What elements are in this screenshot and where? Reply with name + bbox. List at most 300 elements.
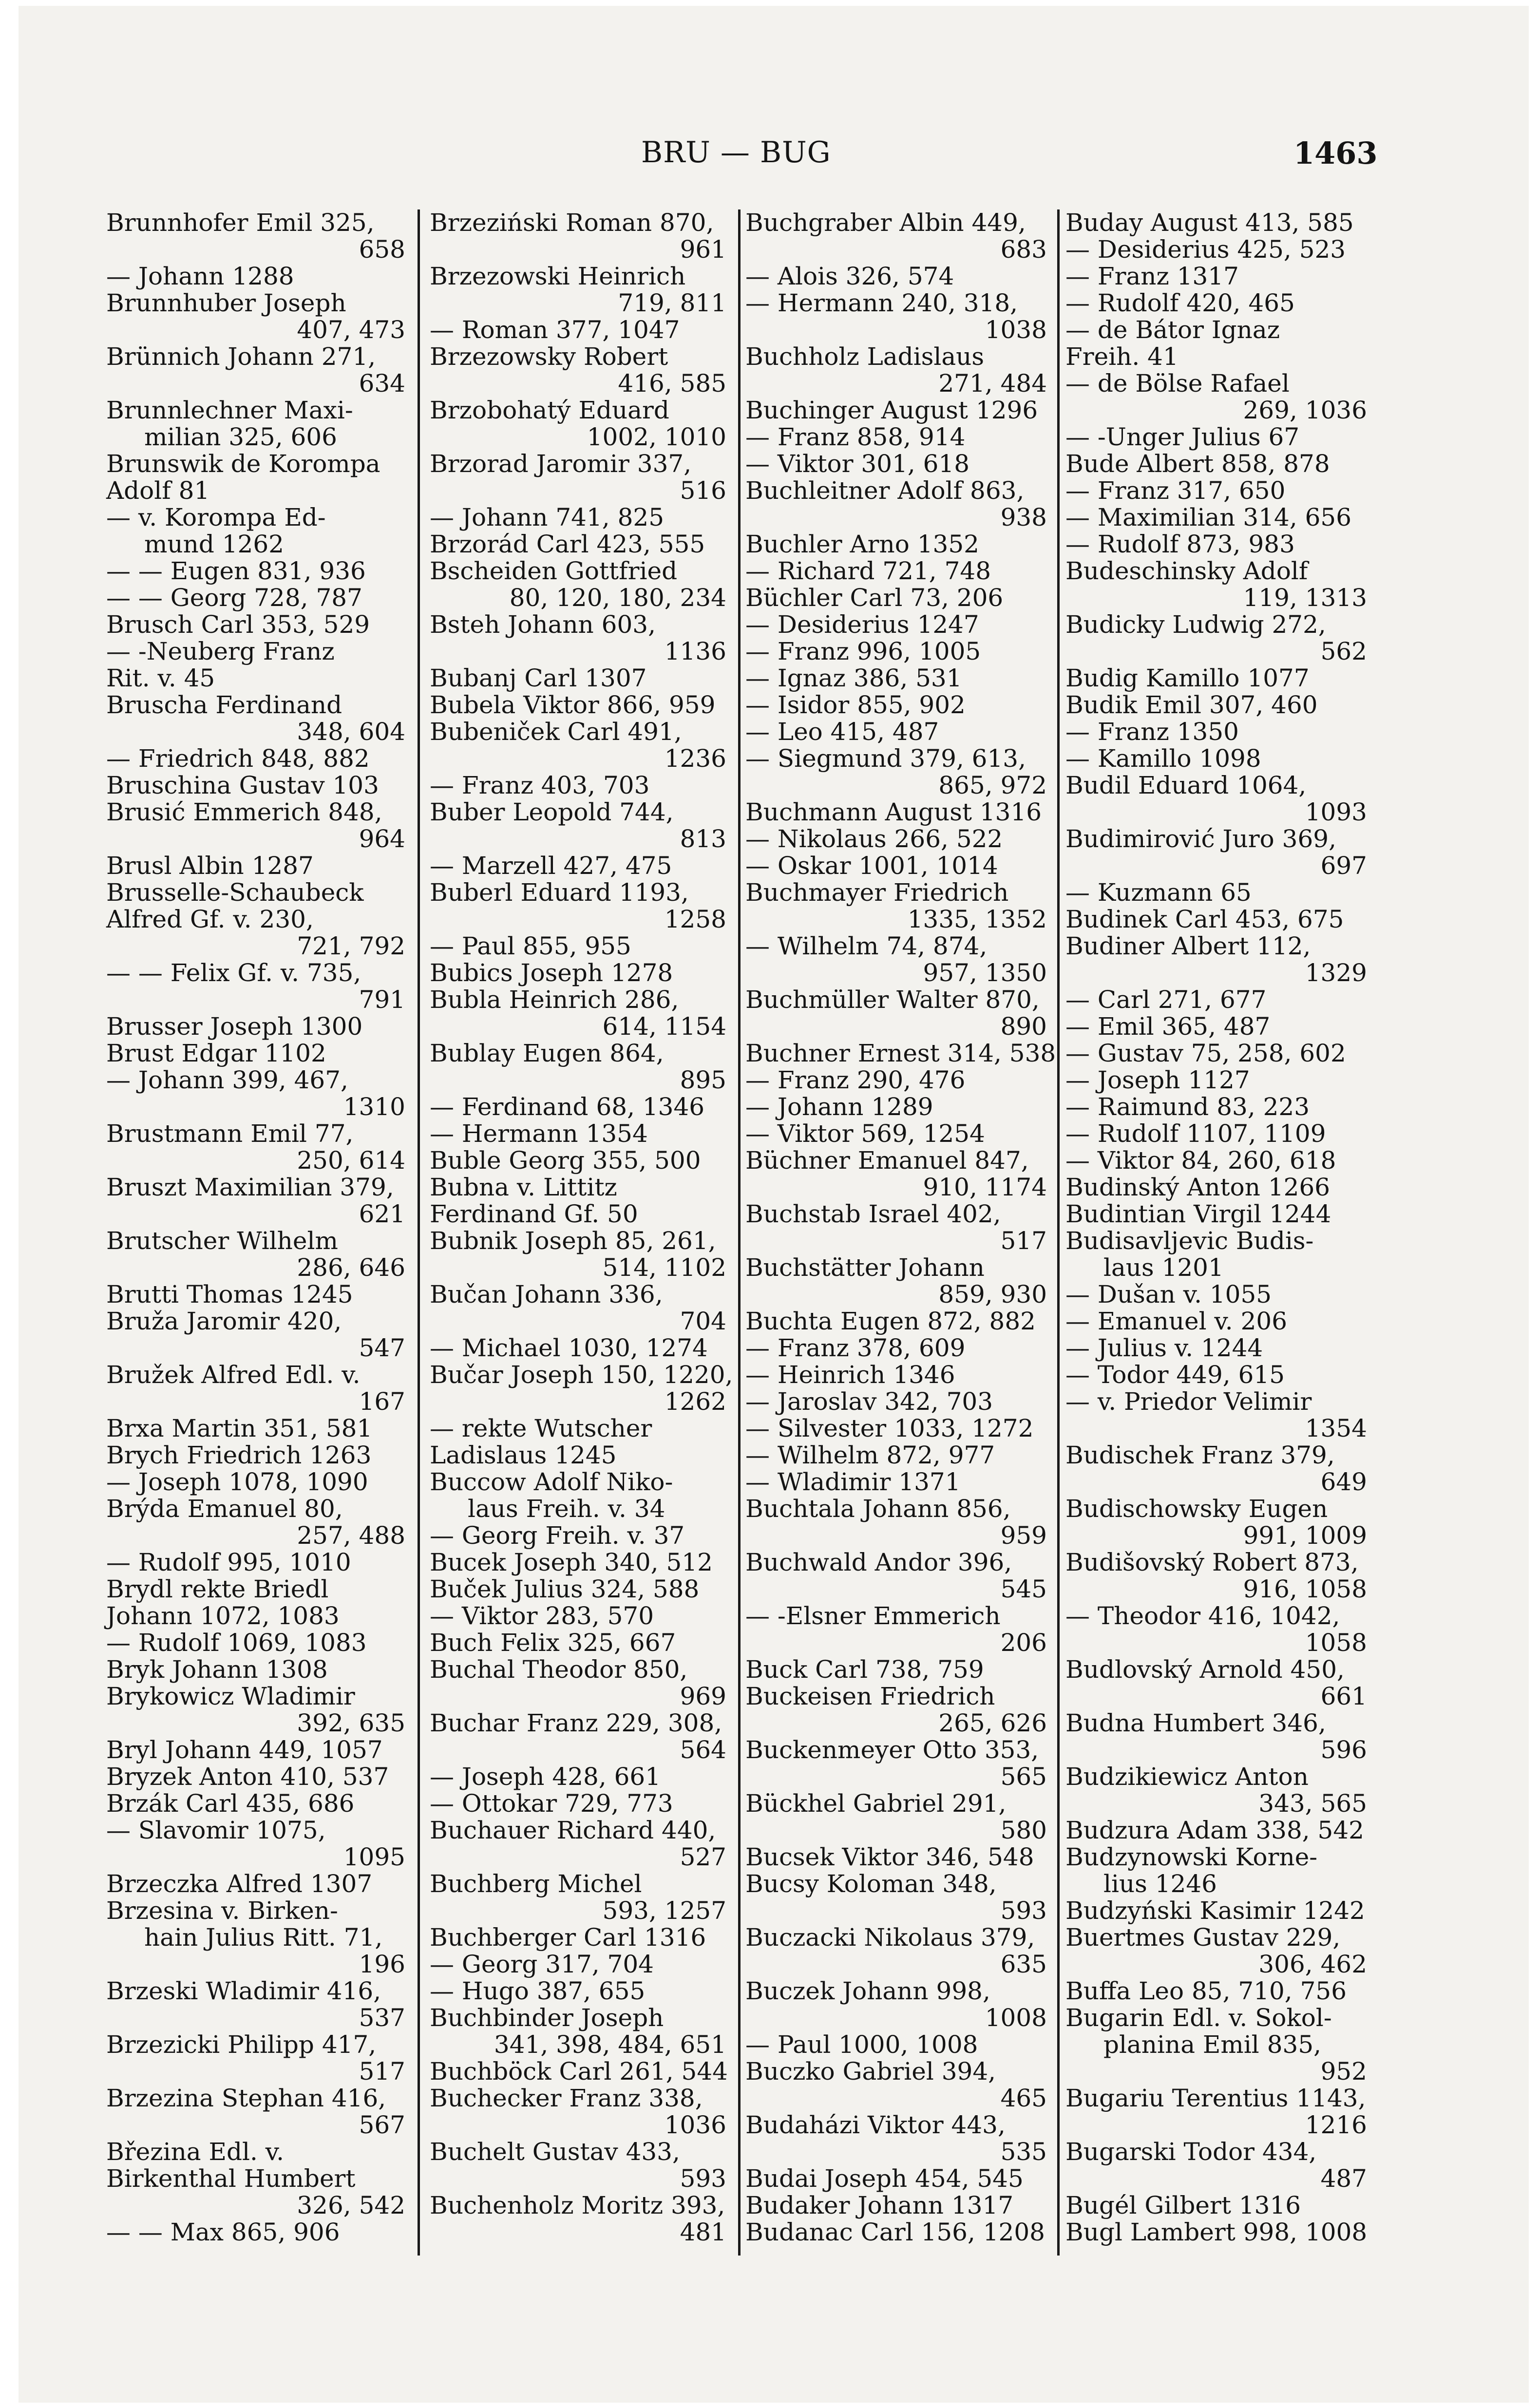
index-line: Buczko Gabriel 394, xyxy=(745,2057,996,2086)
index-line: Buertmes Gustav 229, xyxy=(1065,1923,1341,1952)
index-line: Bugariu Terentius 1143, xyxy=(1065,2084,1366,2112)
index-line: 514, 1102 xyxy=(602,1253,726,1282)
index-line: Bucsy Koloman 348, xyxy=(745,1870,997,1898)
index-line: Budna Humbert 346, xyxy=(1065,1709,1326,1737)
index-line: — Franz 403, 703 xyxy=(430,771,650,799)
index-line: 1310 xyxy=(343,1093,405,1121)
index-line: — Ignaz 386, 531 xyxy=(745,664,962,692)
index-line: — Hugo 387, 655 xyxy=(430,1977,646,2005)
index-line: — Emil 365, 487 xyxy=(1065,1012,1271,1041)
index-line: — Carl 271, 677 xyxy=(1065,986,1267,1014)
index-line: 635 xyxy=(1000,1950,1047,1978)
index-line: Brunnhuber Joseph xyxy=(106,289,346,317)
index-line: Bückhel Gabriel 291, xyxy=(745,1789,1007,1818)
index-line: — Wilhelm 872, 977 xyxy=(745,1441,995,1469)
index-line: — Michael 1030, 1274 xyxy=(430,1334,708,1362)
index-line: Brunswik de Korompa xyxy=(106,450,380,478)
index-line: — — Eugen 831, 936 xyxy=(106,557,366,585)
index-line: Budischowsky Eugen xyxy=(1065,1495,1328,1523)
index-line: Bryzek Anton 410, 537 xyxy=(106,1763,389,1791)
index-line: — Silvester 1033, 1272 xyxy=(745,1414,1034,1442)
index-line: Buchmann August 1316 xyxy=(745,798,1042,826)
index-line: — Franz 1317 xyxy=(1065,262,1239,290)
index-line: 348, 604 xyxy=(297,718,405,746)
index-line: 286, 646 xyxy=(297,1253,405,1282)
index-line: Brust Edgar 1102 xyxy=(106,1039,326,1067)
index-line: Budišovský Robert 873, xyxy=(1065,1548,1359,1576)
index-line: — Heinrich 1346 xyxy=(745,1361,955,1389)
index-line: — Gustav 75, 258, 602 xyxy=(1065,1039,1346,1067)
index-line: — Franz 858, 914 xyxy=(745,423,966,451)
index-line: Buberl Eduard 1193, xyxy=(430,878,689,907)
index-line: 565 xyxy=(1000,1763,1047,1791)
index-column-3 xyxy=(745,209,1056,2270)
index-line: 621 xyxy=(359,1200,405,1228)
index-line: 206 xyxy=(1000,1629,1047,1657)
index-line: Brzorad Jaromir 337, xyxy=(430,450,692,478)
index-line: 964 xyxy=(359,825,405,853)
index-line: Buczacki Nikolaus 379, xyxy=(745,1923,1035,1952)
index-line: Ferdinand Gf. 50 xyxy=(430,1200,638,1228)
index-line: Buble Georg 355, 500 xyxy=(430,1146,701,1175)
index-line: 516 xyxy=(680,476,726,505)
index-line: Brzobohatý Eduard xyxy=(430,396,669,424)
index-line: Buck Carl 738, 759 xyxy=(745,1655,984,1684)
index-line: 916, 1058 xyxy=(1243,1575,1367,1603)
index-line: 567 xyxy=(359,2111,405,2139)
index-line: Buček Julius 324, 588 xyxy=(430,1575,700,1603)
index-line: 250, 614 xyxy=(297,1146,405,1175)
index-line: 271, 484 xyxy=(938,369,1047,398)
index-line: 721, 792 xyxy=(297,932,405,960)
index-line: — v. Korompa Ed- xyxy=(106,503,326,531)
index-line: — — Max 865, 906 xyxy=(106,2218,340,2246)
column-rule xyxy=(418,209,420,2256)
index-line: — Ottokar 729, 773 xyxy=(430,1789,673,1818)
index-line: Budimirović Juro 369, xyxy=(1065,825,1336,853)
index-line: Buber Leopold 744, xyxy=(430,798,674,826)
index-line: 407, 473 xyxy=(297,316,405,344)
index-line: 167 xyxy=(359,1387,405,1416)
index-line: Budinský Anton 1266 xyxy=(1065,1173,1330,1201)
index-line: Büchner Emanuel 847, xyxy=(745,1146,1029,1175)
index-line: Bugarski Todor 434, xyxy=(1065,2138,1317,2166)
index-line: Buchleitner Adolf 863, xyxy=(745,476,1025,505)
index-line: — Desiderius 1247 xyxy=(745,610,979,639)
index-line: 865, 972 xyxy=(938,771,1047,799)
index-line: 1038 xyxy=(985,316,1047,344)
index-line: Budicky Ludwig 272, xyxy=(1065,610,1326,639)
index-line: Brustmann Emil 77, xyxy=(106,1119,354,1148)
index-line: Freih. 41 xyxy=(1065,342,1178,371)
index-line: Buday August 413, 585 xyxy=(1065,209,1354,237)
index-line: Budanac Carl 156, 1208 xyxy=(745,2218,1045,2246)
index-line: Buchtala Johann 856, xyxy=(745,1495,1011,1523)
index-line: 957, 1350 xyxy=(923,959,1047,987)
index-line: 683 xyxy=(1000,235,1047,264)
index-line: Brutti Thomas 1245 xyxy=(106,1280,353,1308)
index-line: — Emanuel v. 206 xyxy=(1065,1307,1288,1335)
index-line: 658 xyxy=(359,235,405,264)
index-line: — Franz 378, 609 xyxy=(745,1334,966,1362)
index-line: 895 xyxy=(680,1066,726,1094)
index-line: Budintian Virgil 1244 xyxy=(1065,1200,1331,1228)
index-line: Buchbinder Joseph xyxy=(430,2004,664,2032)
index-line: — Nikolaus 266, 522 xyxy=(745,825,1003,853)
index-line: Brzezowsky Robert xyxy=(430,342,668,371)
index-line: Bugl Lambert 998, 1008 xyxy=(1065,2218,1368,2246)
index-line: 545 xyxy=(1000,1575,1047,1603)
index-line: Budisavljevic Budis- xyxy=(1065,1227,1314,1255)
index-line: 1093 xyxy=(1305,798,1367,826)
index-line: laus Freih. v. 34 xyxy=(468,1495,665,1523)
index-line: — Georg Freih. v. 37 xyxy=(430,1521,685,1550)
index-line: Buchner Ernest 314, 538 xyxy=(745,1039,1056,1067)
index-line: — Ferdinand 68, 1346 xyxy=(430,1093,705,1121)
index-line: Bscheiden Gottfried xyxy=(430,557,678,585)
index-line: Buchgraber Albin 449, xyxy=(745,209,1026,237)
index-line: Brünnich Johann 271, xyxy=(106,342,376,371)
index-line: Bruszt Maximilian 379, xyxy=(106,1173,394,1201)
index-line: 517 xyxy=(359,2057,405,2086)
index-line: 1262 xyxy=(664,1387,726,1416)
index-line: Březina Edl. v. xyxy=(106,2138,284,2166)
index-line: 593 xyxy=(1000,1896,1047,1925)
index-line: — Rudolf 1069, 1083 xyxy=(106,1629,367,1657)
index-line: Buchauer Richard 440, xyxy=(430,1816,716,1844)
page-number: 1463 xyxy=(1293,135,1378,171)
index-line: 481 xyxy=(680,2218,726,2246)
index-line: Bugarin Edl. v. Sokol- xyxy=(1065,2004,1332,2032)
index-line: — Georg 317, 704 xyxy=(430,1950,654,1978)
index-line: 593 xyxy=(680,2164,726,2193)
index-line: mund 1262 xyxy=(144,530,284,558)
index-line: Ladislaus 1245 xyxy=(430,1441,617,1469)
index-line: — Kamillo 1098 xyxy=(1065,744,1261,773)
index-line: 341, 398, 484, 651 xyxy=(494,2030,726,2059)
index-line: — Rudolf 995, 1010 xyxy=(106,1548,351,1576)
index-column-2 xyxy=(430,209,733,2270)
index-line: — Joseph 428, 661 xyxy=(430,1763,661,1791)
index-line: Brzák Carl 435, 686 xyxy=(106,1789,355,1818)
index-line: Brusser Joseph 1300 xyxy=(106,1012,363,1041)
index-line: Buchstab Israel 402, xyxy=(745,1200,1001,1228)
index-line: milian 325, 606 xyxy=(144,423,337,451)
index-line: 1335, 1352 xyxy=(907,905,1047,933)
index-line: Brxa Martin 351, 581 xyxy=(106,1414,373,1442)
index-line: 119, 1313 xyxy=(1243,584,1367,612)
index-line: Budaker Johann 1317 xyxy=(745,2191,1014,2219)
index-line: Brykowicz Wladimir xyxy=(106,1682,355,1710)
index-line: 306, 462 xyxy=(1258,1950,1367,1978)
index-line: Budiner Albert 112, xyxy=(1065,932,1311,960)
index-column-4 xyxy=(1065,209,1370,2270)
index-line: 416, 585 xyxy=(618,369,726,398)
index-line: hain Julius Ritt. 71, xyxy=(144,1923,383,1952)
index-line: 326, 542 xyxy=(297,2191,405,2219)
index-line: 614, 1154 xyxy=(602,1012,726,1041)
index-line: Bubeniček Carl 491, xyxy=(430,718,682,746)
index-line: Brusić Emmerich 848, xyxy=(106,798,382,826)
index-line: Bubela Viktor 866, 959 xyxy=(430,691,716,719)
index-line: — de Bölse Rafael xyxy=(1065,369,1290,398)
index-line: Bublay Eugen 864, xyxy=(430,1039,664,1067)
index-line: Buchstätter Johann xyxy=(745,1253,985,1282)
index-line: — Franz 317, 650 xyxy=(1065,476,1286,505)
index-line: — Jaroslav 342, 703 xyxy=(745,1387,993,1416)
index-line: — — Felix Gf. v. 735, xyxy=(106,959,361,987)
index-line: planina Emil 835, xyxy=(1103,2030,1322,2059)
index-line: Bucek Joseph 340, 512 xyxy=(430,1548,713,1576)
index-line: Budischek Franz 379, xyxy=(1065,1441,1335,1469)
index-line: Bruschina Gustav 103 xyxy=(106,771,379,799)
running-head: BRU — BUG xyxy=(641,135,831,170)
index-line: 1058 xyxy=(1305,1629,1367,1657)
index-line: Bryk Johann 1308 xyxy=(106,1655,328,1684)
index-line: — Johann 399, 467, xyxy=(106,1066,348,1094)
index-line: — Desiderius 425, 523 xyxy=(1065,235,1346,264)
index-line: 517 xyxy=(1000,1227,1047,1255)
index-line: — Johann 1289 xyxy=(745,1093,933,1121)
index-line: Brzeski Wladimir 416, xyxy=(106,1977,381,2005)
index-line: 813 xyxy=(680,825,726,853)
index-line: — -Neuberg Franz xyxy=(106,637,335,665)
index-line: Brunnhofer Emil 325, xyxy=(106,209,375,237)
index-line: — Johann 741, 825 xyxy=(430,503,665,531)
index-line: 1008 xyxy=(985,2004,1047,2032)
index-line: Budai Joseph 454, 545 xyxy=(745,2164,1024,2193)
index-line: Buchelt Gustav 433, xyxy=(430,2138,680,2166)
index-line: Buchmayer Friedrich xyxy=(745,878,1009,907)
index-line: 959 xyxy=(1000,1521,1047,1550)
index-line: 580 xyxy=(1000,1816,1047,1844)
index-line: — Alois 326, 574 xyxy=(745,262,954,290)
index-line: — v. Priedor Velimir xyxy=(1065,1387,1312,1416)
index-line: Bubla Heinrich 286, xyxy=(430,986,679,1014)
index-line: — de Bátor Ignaz xyxy=(1065,316,1280,344)
index-line: Bubics Joseph 1278 xyxy=(430,959,673,987)
index-line: 1095 xyxy=(343,1843,405,1871)
column-rule xyxy=(738,209,741,2256)
index-line: — Johann 1288 xyxy=(106,262,294,290)
index-line: Budzura Adam 338, 542 xyxy=(1065,1816,1364,1844)
index-line: 649 xyxy=(1320,1468,1367,1496)
index-line: 392, 635 xyxy=(297,1709,405,1737)
index-line: 1354 xyxy=(1305,1414,1367,1442)
index-line: Bude Albert 858, 878 xyxy=(1065,450,1330,478)
index-line: 961 xyxy=(680,235,726,264)
index-line: 562 xyxy=(1320,637,1367,665)
index-line: Brusselle-Schaubeck xyxy=(106,878,364,907)
index-line: Budeschinsky Adolf xyxy=(1065,557,1308,585)
index-line: 1002, 1010 xyxy=(587,423,726,451)
index-line: Buffa Leo 85, 710, 756 xyxy=(1065,1977,1347,2005)
index-line: Buchenholz Moritz 393, xyxy=(430,2191,725,2219)
index-line: Brutscher Wilhelm xyxy=(106,1227,338,1255)
index-line: — Hermann 240, 318, xyxy=(745,289,1018,317)
index-line: Buchler Arno 1352 xyxy=(745,530,979,558)
column-rule xyxy=(1057,209,1060,2256)
index-line: — Paul 1000, 1008 xyxy=(745,2030,978,2059)
index-line: 1216 xyxy=(1305,2111,1367,2139)
index-line: Bružek Alfred Edl. v. xyxy=(106,1361,361,1389)
index-line: — Richard 721, 748 xyxy=(745,557,991,585)
index-line: 547 xyxy=(359,1334,405,1362)
index-line: Bsteh Johann 603, xyxy=(430,610,656,639)
index-line: — -Elsner Emmerich xyxy=(745,1602,1001,1630)
index-line: — Joseph 1127 xyxy=(1065,1066,1250,1094)
index-line: Buchberger Carl 1316 xyxy=(430,1923,706,1952)
index-line: — Friedrich 848, 882 xyxy=(106,744,370,773)
index-line: 969 xyxy=(680,1682,726,1710)
index-line: Budaházi Viktor 443, xyxy=(745,2111,1006,2139)
index-line: Buchar Franz 229, 308, xyxy=(430,1709,722,1737)
index-line: Büchler Carl 73, 206 xyxy=(745,584,1004,612)
index-line: — Viktor 84, 260, 618 xyxy=(1065,1146,1336,1175)
index-line: 1136 xyxy=(664,637,726,665)
index-line: Brzesina v. Birken- xyxy=(106,1896,338,1925)
index-line: Brzeczka Alfred 1307 xyxy=(106,1870,373,1898)
index-line: Bubanj Carl 1307 xyxy=(430,664,647,692)
index-line: Budil Eduard 1064, xyxy=(1065,771,1307,799)
index-line: — Joseph 1078, 1090 xyxy=(106,1468,368,1496)
index-line: — -Unger Julius 67 xyxy=(1065,423,1300,451)
index-line: — Marzell 427, 475 xyxy=(430,852,672,880)
index-line: 890 xyxy=(1000,1012,1047,1041)
index-line: 1236 xyxy=(664,744,726,773)
index-line: 791 xyxy=(359,986,405,1014)
index-line: — Kuzmann 65 xyxy=(1065,878,1252,907)
index-line: 593, 1257 xyxy=(602,1896,726,1925)
index-line: Brusch Carl 353, 529 xyxy=(106,610,370,639)
index-line: Alfred Gf. v. 230, xyxy=(106,905,314,933)
index-line: Brzezicki Philipp 417, xyxy=(106,2030,377,2059)
index-line: — Viktor 301, 618 xyxy=(745,450,970,478)
index-line: — Franz 996, 1005 xyxy=(745,637,981,665)
index-line: Bubnik Joseph 85, 261, xyxy=(430,1227,716,1255)
index-column-1 xyxy=(106,209,408,2270)
index-line: Budlovský Arnold 450, xyxy=(1065,1655,1345,1684)
index-line: — Oskar 1001, 1014 xyxy=(745,852,998,880)
index-line: 704 xyxy=(680,1307,726,1335)
index-line: 991, 1009 xyxy=(1243,1521,1367,1550)
index-line: 1258 xyxy=(664,905,726,933)
index-line: Buchinger August 1296 xyxy=(745,396,1038,424)
index-line: Budzyński Kasimir 1242 xyxy=(1065,1896,1365,1925)
index-line: Buchal Theodor 850, xyxy=(430,1655,688,1684)
index-line: — Wladimir 1371 xyxy=(745,1468,961,1496)
index-line: 661 xyxy=(1320,1682,1367,1710)
index-line: 1036 xyxy=(664,2111,726,2139)
index-line: — Leo 415, 487 xyxy=(745,718,939,746)
index-line: Brych Friedrich 1263 xyxy=(106,1441,372,1469)
index-line: 697 xyxy=(1320,852,1367,880)
index-line: — Raimund 83, 223 xyxy=(1065,1093,1310,1121)
index-line: Budinek Carl 453, 675 xyxy=(1065,905,1344,933)
index-line: — Julius v. 1244 xyxy=(1065,1334,1263,1362)
index-line: — Viktor 283, 570 xyxy=(430,1602,654,1630)
index-line: 537 xyxy=(359,2004,405,2032)
index-line: Brunnlechner Maxi- xyxy=(106,396,353,424)
index-line: 596 xyxy=(1320,1736,1367,1764)
index-line: — Siegmund 379, 613, xyxy=(745,744,1026,773)
index-line: Buckeisen Friedrich xyxy=(745,1682,995,1710)
index-line: Buchmüller Walter 870, xyxy=(745,986,1040,1014)
index-line: 952 xyxy=(1320,2057,1367,2086)
index-line: Buchholz Ladislaus xyxy=(745,342,985,371)
index-line: — Wilhelm 74, 874, xyxy=(745,932,988,960)
index-line: Bučar Joseph 150, 1220, xyxy=(430,1361,733,1389)
index-line: lius 1246 xyxy=(1103,1870,1217,1898)
index-line: 564 xyxy=(680,1736,726,1764)
index-line: — Rudolf 873, 983 xyxy=(1065,530,1295,558)
index-line: 196 xyxy=(359,1950,405,1978)
index-line: Brzeziński Roman 870, xyxy=(430,209,714,237)
index-line: Buckenmeyer Otto 353, xyxy=(745,1736,1039,1764)
index-line: Bucsek Viktor 346, 548 xyxy=(745,1843,1034,1871)
index-line: Brzezowski Heinrich xyxy=(430,262,686,290)
index-line: 269, 1036 xyxy=(1243,396,1367,424)
index-line: Budzynowski Korne- xyxy=(1065,1843,1318,1871)
index-line: Buch Felix 325, 667 xyxy=(430,1629,676,1657)
index-line: Bučan Johann 336, xyxy=(430,1280,663,1308)
index-line: Adolf 81 xyxy=(106,476,210,505)
index-line: Budik Emil 307, 460 xyxy=(1065,691,1318,719)
index-line: 1329 xyxy=(1305,959,1367,987)
index-line: — Maximilian 314, 656 xyxy=(1065,503,1352,531)
index-line: — Hermann 1354 xyxy=(430,1119,648,1148)
index-line: Brýda Emanuel 80, xyxy=(106,1495,343,1523)
index-line: Buccow Adolf Niko- xyxy=(430,1468,673,1496)
index-line: — Todor 449, 615 xyxy=(1065,1361,1285,1389)
index-line: — rekte Wutscher xyxy=(430,1414,652,1442)
index-line: 80, 120, 180, 234 xyxy=(509,584,726,612)
index-line: Johann 1072, 1083 xyxy=(106,1602,340,1630)
index-line: Bugél Gilbert 1316 xyxy=(1065,2191,1301,2219)
index-line: Buchwald Andor 396, xyxy=(745,1548,1012,1576)
index-line: — Franz 1350 xyxy=(1065,718,1239,746)
index-line: Brzezina Stephan 416, xyxy=(106,2084,386,2112)
index-line: 859, 930 xyxy=(938,1280,1047,1308)
index-line: 634 xyxy=(359,369,405,398)
index-line: — Roman 377, 1047 xyxy=(430,316,680,344)
index-line: Bruscha Ferdinand xyxy=(106,691,342,719)
index-line: — Franz 290, 476 xyxy=(745,1066,966,1094)
index-line: — Dušan v. 1055 xyxy=(1065,1280,1272,1308)
index-line: Rit. v. 45 xyxy=(106,664,215,692)
index-line: — Slavomir 1075, xyxy=(106,1816,326,1844)
index-line: 343, 565 xyxy=(1258,1789,1367,1818)
index-line: 487 xyxy=(1320,2164,1367,2193)
index-line: — Rudolf 420, 465 xyxy=(1065,289,1295,317)
index-line: Birkenthal Humbert xyxy=(106,2164,356,2193)
index-line: 719, 811 xyxy=(618,289,726,317)
index-line: Budzikiewicz Anton xyxy=(1065,1763,1309,1791)
index-line: Buczek Johann 998, xyxy=(745,1977,990,2005)
index-line: Bubna v. Littitz xyxy=(430,1173,617,1201)
index-line: 938 xyxy=(1000,503,1047,531)
index-line: 910, 1174 xyxy=(923,1173,1047,1201)
index-line: — Rudolf 1107, 1109 xyxy=(1065,1119,1326,1148)
index-line: Budig Kamillo 1077 xyxy=(1065,664,1310,692)
index-line: 265, 626 xyxy=(938,1709,1047,1737)
index-line: 535 xyxy=(1000,2138,1047,2166)
index-line: Brusl Albin 1287 xyxy=(106,852,314,880)
index-line: 527 xyxy=(680,1843,726,1871)
index-line: — Isidor 855, 902 xyxy=(745,691,966,719)
index-line: 465 xyxy=(1000,2084,1047,2112)
index-line: Bryl Johann 449, 1057 xyxy=(106,1736,383,1764)
